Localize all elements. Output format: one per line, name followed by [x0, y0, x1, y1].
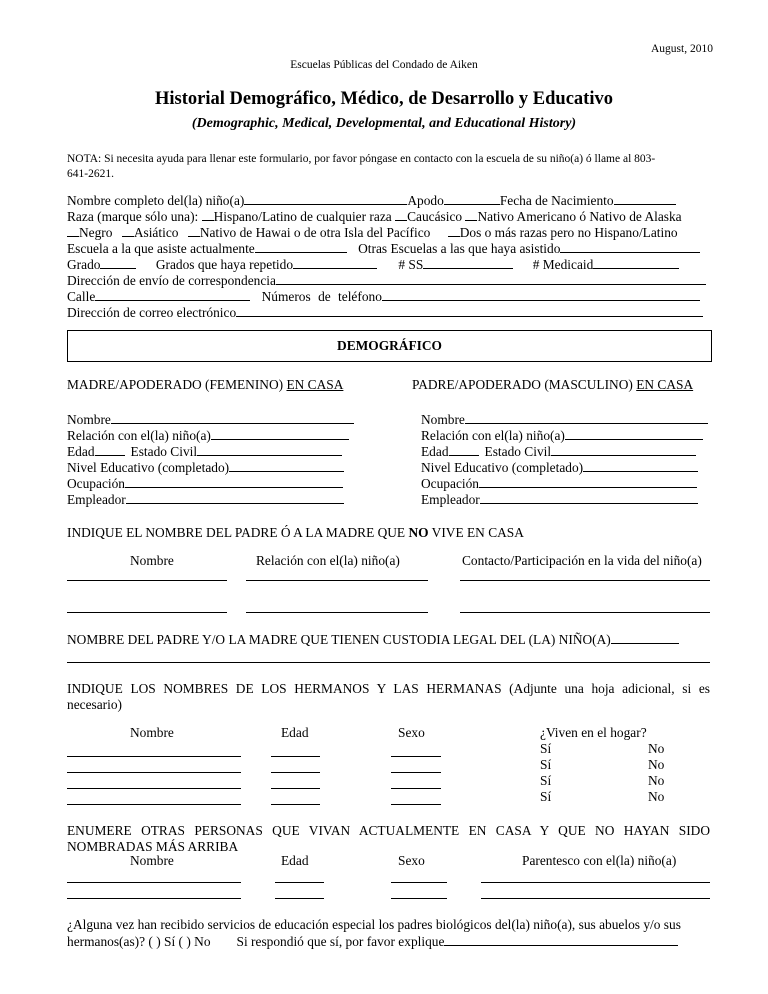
sibling-home-no-1[interactable]: No [648, 741, 665, 756]
nickname-field[interactable] [444, 192, 500, 205]
non-resident-heading-no: NO [408, 525, 429, 540]
sibling-home-yes-2[interactable]: Sí [540, 757, 552, 772]
non-resident-contact-field-1[interactable] [460, 580, 710, 581]
full-name-field[interactable] [244, 192, 407, 205]
email-field[interactable] [236, 304, 703, 317]
father-age-row [421, 443, 696, 460]
sibling-sex-field-4[interactable] [391, 804, 441, 805]
race-label: Raza (marque sólo una): [67, 209, 199, 224]
page-title: Historial Demográfico, Médico, de Desarrollo y Educativo [155, 89, 613, 109]
sibling-name-field-3[interactable] [67, 788, 241, 789]
mother-relation-field[interactable] [211, 427, 349, 440]
race-option-caucasian: Caucásico [407, 209, 463, 224]
father-relation-row [421, 427, 703, 444]
father-employer-row [421, 491, 698, 508]
others-col-age: Edad [281, 853, 309, 868]
father-relation-field[interactable] [565, 427, 703, 440]
race-checkbox-native[interactable] [465, 208, 477, 221]
mother-marital-label: Estado Civil [130, 444, 198, 459]
medicaid-label: # Medicaid [532, 257, 594, 272]
race-option-asian: Asiático [133, 225, 179, 240]
mailing-row [67, 272, 706, 289]
father-name-field[interactable] [465, 411, 708, 424]
non-resident-name-field-1[interactable] [67, 580, 227, 581]
sibling-age-field-1[interactable] [271, 756, 320, 757]
other-age-field-2[interactable] [275, 898, 324, 899]
school-label: Escuela a la que asiste actualmente [67, 241, 255, 256]
mailing-field[interactable] [276, 272, 706, 285]
note-line2: 641-2621. [67, 168, 114, 180]
sibling-home-no-3[interactable]: No [648, 773, 665, 788]
non-resident-relation-field-1[interactable] [246, 580, 428, 581]
father-en-casa: EN CASA [636, 377, 694, 392]
grade-row [67, 256, 679, 273]
child-name-row [67, 192, 676, 209]
sibling-name-field-2[interactable] [67, 772, 241, 773]
mother-employer-row [67, 491, 344, 508]
non-resident-relation-field-2[interactable] [246, 612, 428, 613]
race-option-hispanic: Hispano/Latino de cualquier raza [213, 209, 392, 224]
others-col-name: Nombre [130, 853, 174, 868]
custody-field-1[interactable] [611, 631, 679, 644]
siblings-col-age: Edad [281, 725, 309, 740]
sibling-home-yes-1[interactable]: Sí [540, 741, 552, 756]
phones-label: Números de teléfono [261, 289, 382, 304]
mother-occupation-row [67, 475, 343, 492]
non-resident-heading [67, 525, 524, 541]
non-resident-heading-pre: INDIQUE EL NOMBRE DEL PADRE Ó A LA MADRE QUE [67, 525, 409, 540]
father-education-row [421, 459, 698, 476]
mother-age-field[interactable] [95, 443, 125, 456]
phones-field[interactable] [382, 288, 700, 301]
grade-label: Grado [67, 257, 101, 272]
mother-education-row [67, 459, 344, 476]
ss-field[interactable] [423, 256, 513, 269]
mother-education-field[interactable] [229, 459, 344, 472]
school-field[interactable] [255, 240, 347, 253]
medicaid-field[interactable] [593, 256, 679, 269]
others-heading-2: NOMBRADAS MÁS ARRIBA [67, 839, 239, 854]
repeated-label: Grados que haya repetido [155, 257, 294, 272]
others-col-sex: Sexo [398, 853, 425, 868]
other-name-field-2[interactable] [67, 898, 241, 899]
special-ed-question[interactable]: hermanos(as)? ( ) Sí ( ) No [67, 934, 211, 949]
father-education-label: Nivel Educativo (completado) [421, 460, 584, 475]
page-subtitle: (Demographic, Medical, Developmental, and Educational History) [191, 116, 577, 131]
race-checkbox-multi[interactable] [448, 224, 460, 237]
sibling-sex-field-3[interactable] [391, 788, 441, 789]
siblings-col-sex: Sexo [398, 725, 425, 740]
mother-occupation-label: Ocupación [67, 476, 126, 491]
note-line1: NOTA: Si necesita ayuda para llenar este formulario, por favor póngase en contacto con la escuela de su niño(a) ó llame al 803- [67, 153, 656, 165]
mother-heading [67, 377, 343, 393]
grade-field[interactable] [100, 256, 136, 269]
school-row [67, 240, 700, 257]
siblings-heading-2: necesario) [67, 697, 123, 712]
father-marital-label: Estado Civil [484, 444, 552, 459]
race-row-2 [67, 224, 678, 241]
other-sex-field-1[interactable] [391, 882, 447, 883]
email-row [67, 304, 703, 321]
sibling-sex-field-1[interactable] [391, 756, 441, 757]
street-field[interactable] [95, 288, 250, 301]
father-employer-field[interactable] [480, 491, 698, 504]
special-ed-explain-label: Si respondió que sí, por favor explique [236, 934, 445, 949]
race-option-multi: Dos o más razas pero no Hispano/Latino [459, 225, 678, 240]
district-name: Escuelas Públicas del Condado de Aiken [290, 59, 478, 71]
father-occupation-row [421, 475, 697, 492]
non-resident-name-field-2[interactable] [67, 612, 227, 613]
mailing-label: Dirección de envío de correspondencia [67, 273, 276, 288]
father-occupation-field[interactable] [479, 475, 697, 488]
non-resident-heading-post: VIVE EN CASA [428, 525, 524, 540]
nickname-label: Apodo [407, 193, 444, 208]
race-checkbox-asian[interactable] [122, 224, 134, 237]
father-age-field[interactable] [449, 443, 479, 456]
father-name-label: Nombre [421, 412, 465, 427]
mother-occupation-field[interactable] [125, 475, 343, 488]
other-relation-field-2[interactable] [481, 898, 710, 899]
sibling-home-no-4[interactable]: No [648, 789, 665, 804]
mother-en-casa: EN CASA [286, 377, 344, 392]
date: August, 2010 [651, 43, 713, 55]
non-resident-col-contact: Contacto/Participación en la vida del niño(a) [462, 553, 702, 568]
special-ed-row [67, 933, 678, 950]
dob-label: Fecha de Nacimiento [499, 193, 614, 208]
mother-age-row [67, 443, 342, 460]
race-option-hawaiian: Nativo de Hawai o de otra Isla del Pacífico [199, 225, 431, 240]
custody-row [67, 631, 679, 648]
siblings-col-home: ¿Viven en el hogar? [540, 725, 647, 740]
mother-age-label: Edad [67, 444, 95, 459]
mother-education-label: Nivel Educativo (completado) [67, 460, 230, 475]
father-heading [412, 377, 693, 393]
sibling-age-field-3[interactable] [271, 788, 320, 789]
race-option-black: Negro [79, 225, 113, 240]
street-row [67, 288, 700, 305]
race-checkbox-hispanic[interactable] [202, 208, 214, 221]
father-occupation-label: Ocupación [421, 476, 480, 491]
father-heading-text: PADRE/APODERADO (MASCULINO) [412, 377, 637, 392]
sibling-home-yes-4[interactable]: Sí [540, 789, 552, 804]
non-resident-col-relation: Relación con el(la) niño(a) [256, 553, 400, 568]
custody-label: NOMBRE DEL PADRE Y/O LA MADRE QUE TIENEN CUSTODIA LEGAL DEL (LA) NIÑO(A) [67, 632, 611, 647]
sibling-name-field-1[interactable] [67, 756, 241, 757]
custody-field-2[interactable] [67, 662, 710, 663]
mother-name-label: Nombre [67, 412, 111, 427]
mother-relation-label: Relación con el(la) niño(a) [67, 428, 211, 443]
race-checkbox-hawaiian[interactable] [188, 224, 200, 237]
non-resident-contact-field-2[interactable] [460, 612, 710, 613]
father-relation-label: Relación con el(la) niño(a) [421, 428, 565, 443]
repeated-field[interactable] [293, 256, 377, 269]
mother-heading-text: MADRE/APODERADO (FEMENINO) [67, 377, 287, 392]
siblings-col-name: Nombre [130, 725, 174, 740]
mother-name-field[interactable] [111, 411, 354, 424]
race-row-1 [67, 208, 682, 225]
race-option-native: Nativo Americano ó Nativo de Alaska [477, 209, 682, 224]
sibling-sex-field-2[interactable] [391, 772, 441, 773]
others-heading-1: ENUMERE OTRAS PERSONAS QUE VIVAN ACTUALMENTE EN CASA Y QUE NO HAYAN SIDO [67, 823, 710, 838]
mother-marital-field[interactable] [197, 443, 342, 456]
other-relation-field-1[interactable] [481, 882, 710, 883]
dob-field[interactable] [614, 192, 676, 205]
sibling-home-no-2[interactable]: No [648, 757, 665, 772]
sibling-age-field-2[interactable] [271, 772, 320, 773]
other-name-field-1[interactable] [67, 882, 241, 883]
other-sex-field-2[interactable] [391, 898, 447, 899]
email-label: Dirección de correo electrónico [67, 305, 237, 320]
other-age-field-1[interactable] [275, 882, 324, 883]
ss-label: # SS [398, 257, 424, 272]
father-education-field[interactable] [583, 459, 698, 472]
sibling-age-field-4[interactable] [271, 804, 320, 805]
others-col-relation: Parentesco con el(la) niño(a) [522, 853, 677, 868]
non-resident-col-name: Nombre [130, 553, 174, 568]
siblings-heading-1: INDIQUE LOS NOMBRES DE LOS HERMANOS Y LAS HERMANAS (Adjunte una hoja adicional, si es [67, 681, 710, 696]
full-name-label: Nombre completo del(la) niño(a) [67, 193, 245, 208]
demographic-heading: DEMOGRÁFICO [337, 338, 442, 353]
street-label: Calle [67, 289, 96, 304]
special-ed-line1: ¿Alguna vez han recibido servicios de educación especial los padres biológicos del(la) niño(a), sus abuelos y/o sus [67, 917, 681, 932]
father-name-row [421, 411, 708, 428]
mother-employer-field[interactable] [126, 491, 344, 504]
father-age-label: Edad [421, 444, 449, 459]
mother-employer-label: Empleador [67, 492, 126, 507]
sibling-name-field-4[interactable] [67, 804, 241, 805]
special-ed-explain-field[interactable] [444, 933, 678, 946]
mother-relation-row [67, 427, 349, 444]
mother-name-row [67, 411, 354, 428]
father-marital-field[interactable] [551, 443, 696, 456]
other-schools-label: Otras Escuelas a las que haya asistido [358, 241, 561, 256]
other-schools-field[interactable] [560, 240, 700, 253]
father-employer-label: Empleador [421, 492, 480, 507]
race-checkbox-black[interactable] [67, 224, 79, 237]
race-checkbox-caucasian[interactable] [395, 208, 407, 221]
sibling-home-yes-3[interactable]: Sí [540, 773, 552, 788]
